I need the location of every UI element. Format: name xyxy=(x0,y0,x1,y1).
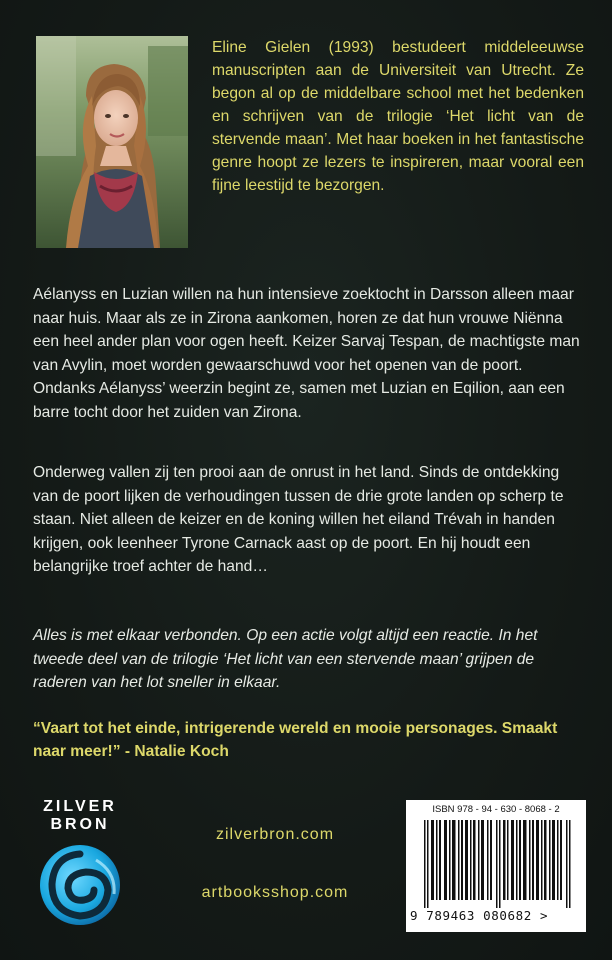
publisher-name-line-1: ZILVER xyxy=(43,798,117,815)
barcode-bars-icon xyxy=(424,820,574,908)
swirl-emblem-icon xyxy=(36,842,124,928)
isbn-label: ISBN 978 - 94 - 630 - 8068 - 2 xyxy=(432,804,560,815)
isbn-barcode xyxy=(406,800,586,932)
publisher-name-line-2: BRON xyxy=(50,816,110,833)
publisher-website-link[interactable]: zilverbron.com xyxy=(215,826,335,843)
review-source: - Natalie Koch xyxy=(120,742,229,760)
blurb-paragraph-3: Alles is met elkaar verbonden. Op een actie volgt altijd een reactie. In het tweede deel van de trilogie ‘Het licht van een stervende maan’ grijpen de raderen van het lot sneller in elkaar. xyxy=(33,627,538,692)
author-portrait-icon xyxy=(36,36,188,248)
barcode-digits: 9 789463 080682 > xyxy=(410,908,549,923)
shop-website-link[interactable]: artbooksshop.com xyxy=(201,884,349,901)
review-quote xyxy=(33,718,593,763)
review-quote-text: “Vaart tot het einde, intrigerende wereld en mooie personages. Smaakt naar meer!” xyxy=(33,720,558,760)
blurb-paragraph-1: Aélanyss en Luzian willen na hun intensieve zoektocht in Darsson alleen maar naar huis. Maar als ze in Zirona aankomen, horen ze dat hun vrouwe Niënna een heel ander plan voor ogen heeft. Keizer Sarvaj Tespan, de machtigste man van Avylin, moet worden gewaarschuwd voor het openen van de poort. Ondanks Aélanyss’ weerzin begint ze, samen met Luzian en Eqilion, aan een barre tocht door het zuiden van Zirona. xyxy=(33,286,580,421)
publisher-logo xyxy=(30,798,130,928)
author-bio: Eline Gielen (1993) bestudeert middeleeuwse manuscripten aan de Universiteit van Utrecht. Ze begon al op de middelbare school met het bedenken en schrijven van de trilogie ‘Het licht van de stervende maan’. Met haar boeken in het fantastische genre hoopt ze lezers te inspireren, maar vooral een fijne leestijd te bezorgen. xyxy=(212,39,584,194)
blurb-paragraph-2: Onderweg vallen zij ten prooi aan de onrust in het land. Sinds de ontdekking van de poort lijken de verhoudingen tussen de drie grote landen op scherp te staan. Niet alleen de keizer en de koning willen het eiland Trévah in handen krijgen, ook leenheer Tyrone Carnack aast op de poort. En hij houdt een belangrijke troef achter de hand… xyxy=(33,464,564,576)
author-photo xyxy=(36,36,188,248)
